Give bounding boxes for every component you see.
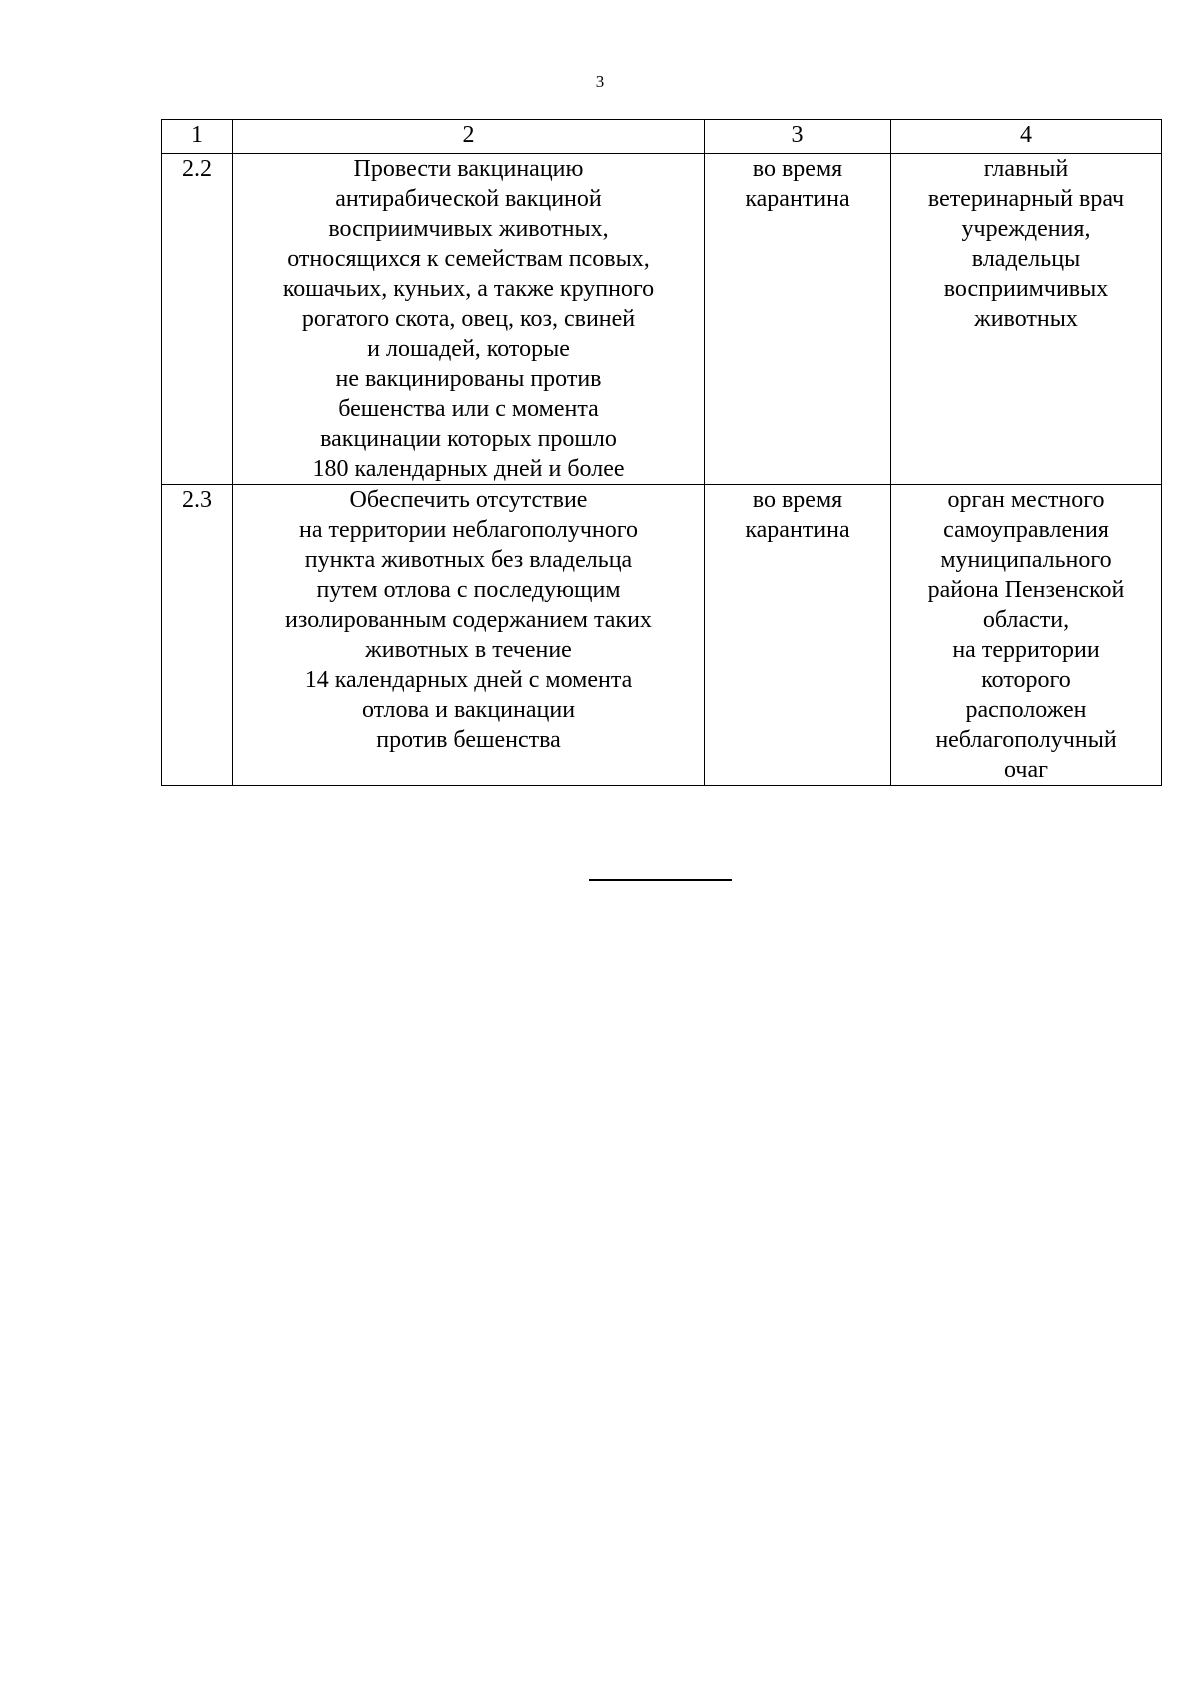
responsible-cell bbox=[891, 154, 1162, 485]
action-line: бешенства или с момента bbox=[338, 396, 599, 422]
action-line: относящихся к семействам псовых, bbox=[287, 246, 650, 272]
measures-table bbox=[161, 119, 1162, 786]
table-row bbox=[162, 485, 1162, 786]
page-number: 3 bbox=[595, 72, 605, 91]
term-line: во время bbox=[752, 156, 843, 182]
header-cell-1: 1 bbox=[162, 120, 233, 154]
responsible-line: ветеринарный врач bbox=[927, 186, 1125, 212]
responsible-line: самоуправления bbox=[943, 517, 1109, 543]
row-number-cell: 2.2 bbox=[162, 154, 233, 485]
responsible-line: орган местного bbox=[947, 487, 1105, 513]
closing-divider bbox=[589, 879, 732, 881]
action-line: Провести вакцинацию bbox=[353, 156, 584, 182]
action-line: 14 календарных дней с момента bbox=[304, 667, 633, 693]
action-line: на территории неблагополучного bbox=[299, 517, 638, 543]
responsible-line: учреждения, bbox=[961, 216, 1091, 242]
action-line: животных в течение bbox=[365, 637, 572, 663]
header-cell-2: 2 bbox=[233, 120, 705, 154]
term-line: карантина bbox=[745, 517, 850, 543]
table-header-row bbox=[162, 120, 1162, 154]
responsible-line: на территории bbox=[952, 637, 1100, 663]
responsible-line: главный bbox=[983, 156, 1069, 182]
action-line: путем отлова с последующим bbox=[316, 577, 621, 603]
term-line: во время bbox=[752, 487, 843, 513]
action-line: антирабической вакциной bbox=[335, 186, 602, 212]
responsible-line: муниципального bbox=[940, 547, 1112, 573]
action-line: и лошадей, которые bbox=[367, 336, 570, 362]
action-line: восприимчивых животных, bbox=[328, 216, 609, 242]
responsible-line: района Пензенской bbox=[927, 577, 1125, 603]
header-cell-3: 3 bbox=[705, 120, 891, 154]
action-line: 180 календарных дней и более bbox=[312, 456, 625, 482]
action-line: пункта животных без владельца bbox=[304, 547, 633, 573]
action-line: отлова и вакцинации bbox=[361, 697, 576, 723]
responsible-line: очаг bbox=[1004, 757, 1048, 783]
action-line: не вакцинированы против bbox=[335, 366, 602, 392]
term-cell bbox=[705, 154, 891, 485]
header-cell-4: 4 bbox=[891, 120, 1162, 154]
responsible-line: восприимчивых bbox=[943, 276, 1109, 302]
action-line: изолированным содержанием таких bbox=[285, 607, 652, 633]
responsible-line: животных bbox=[974, 306, 1078, 332]
action-line: против бешенства bbox=[376, 727, 561, 753]
action-line: вакцинации которых прошло bbox=[320, 426, 617, 452]
responsible-line: области, bbox=[982, 607, 1070, 633]
responsible-line: расположен bbox=[965, 697, 1087, 723]
action-line: кошачьих, куньих, а также крупного bbox=[282, 276, 655, 302]
table-row bbox=[162, 154, 1162, 485]
responsible-line: владельцы bbox=[971, 246, 1081, 272]
action-cell bbox=[233, 485, 705, 786]
action-line: рогатого скота, овец, коз, свиней bbox=[301, 306, 636, 332]
responsible-line: неблагополучный bbox=[935, 727, 1117, 753]
responsible-cell bbox=[891, 485, 1162, 786]
action-cell bbox=[233, 154, 705, 485]
responsible-line: которого bbox=[981, 667, 1071, 693]
term-line: карантина bbox=[745, 186, 850, 212]
row-number-cell: 2.3 bbox=[162, 485, 233, 786]
term-cell bbox=[705, 485, 891, 786]
action-line: Обеспечить отсутствие bbox=[349, 487, 588, 513]
